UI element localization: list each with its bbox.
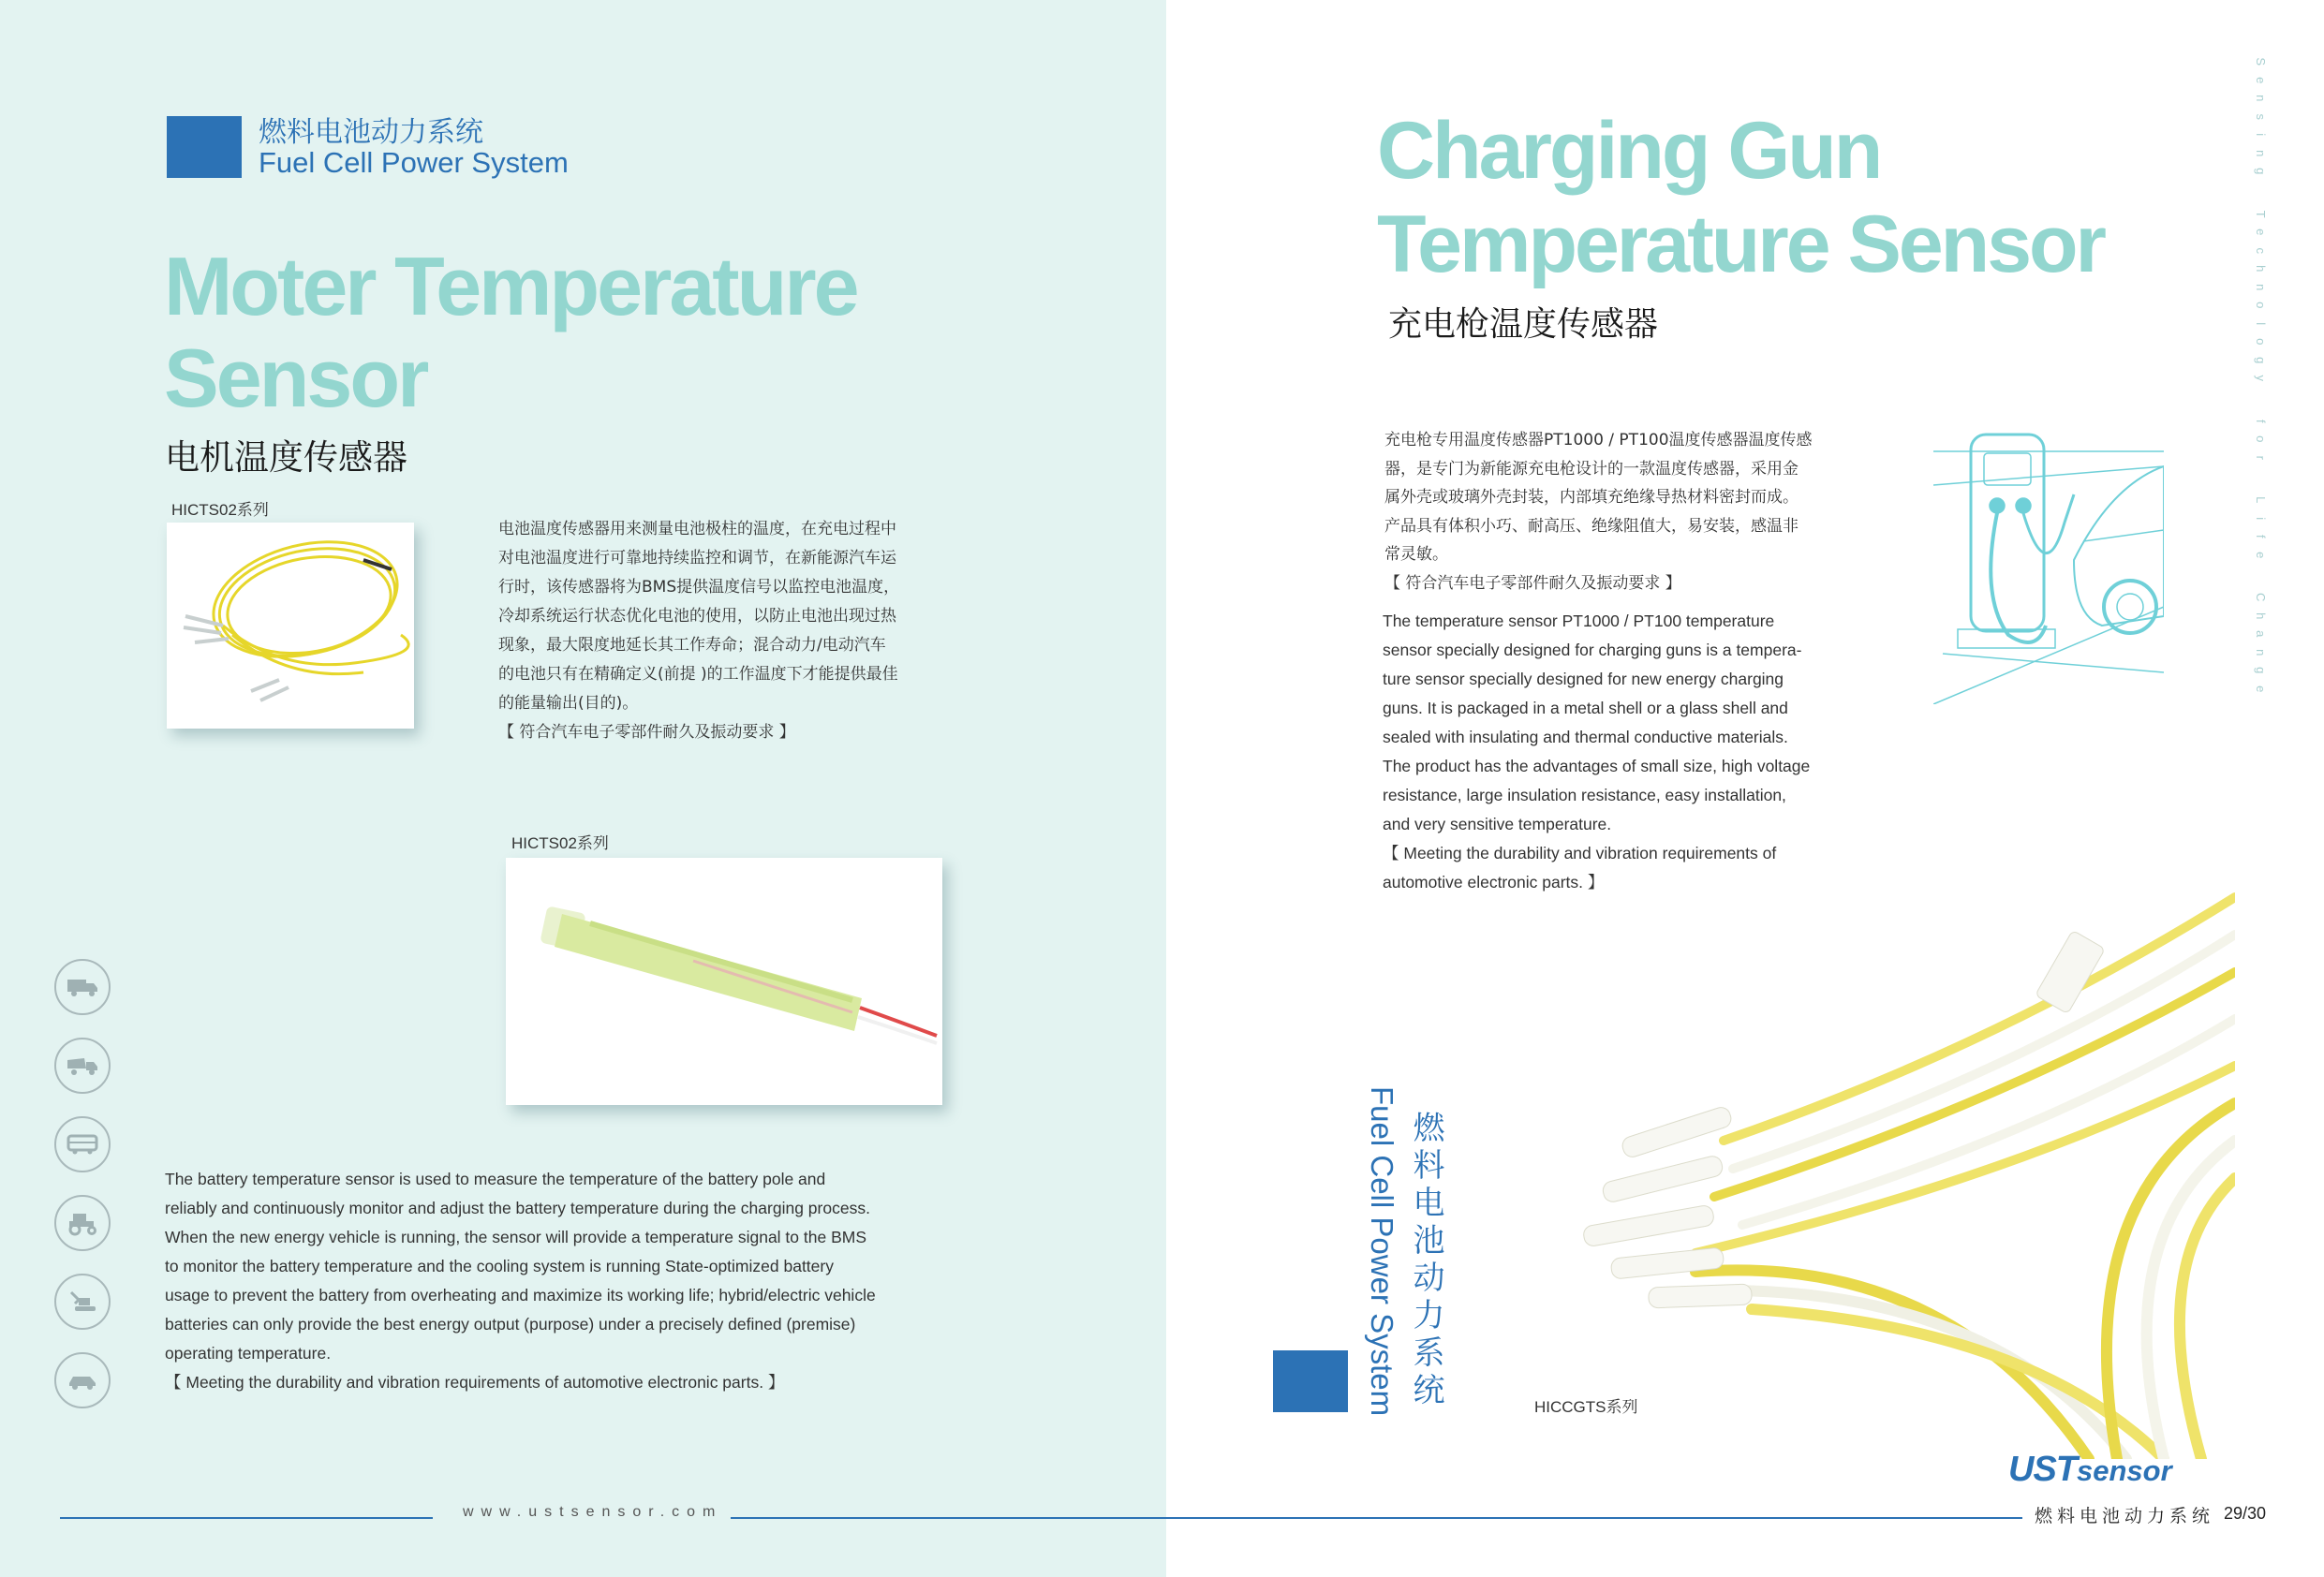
truck-icon <box>54 959 111 1015</box>
vertical-title-en: Fuel Cell Power System <box>1365 1086 1399 1417</box>
motor-title-cn: 电机温度传感器 <box>165 437 407 478</box>
text-line: guns. It is packaged in a metal shell or a glass shell and <box>1383 699 1788 717</box>
footer-line-right <box>1166 1517 2022 1519</box>
text-line: 【 符合汽车电子零部件耐久及振动要求 】 <box>1384 573 1681 593</box>
vertical-title-cn: 燃料电池动力系统 <box>1407 1111 1444 1410</box>
side-tagline-char: a <box>2253 630 2268 638</box>
text-line: sensor specially designed for charging guns is a tempera- <box>1383 641 1802 659</box>
side-tagline-char: i <box>2253 516 2268 520</box>
side-tagline-char: n <box>2253 149 2268 156</box>
side-tagline-char <box>2248 391 2272 409</box>
side-tagline-char: r <box>2253 455 2268 460</box>
side-tagline-char: o <box>2253 302 2268 309</box>
side-tagline-char: g <box>2253 356 2268 363</box>
charging-desc-cn <box>1384 426 1813 597</box>
text-line: ture sensor specially designed for new energy charging <box>1383 670 1784 688</box>
footer-url: www.ustsensor.com <box>463 1504 723 1520</box>
coiled-sensor-photo <box>167 523 414 729</box>
side-tagline-char: y <box>2253 375 2268 381</box>
side-tagline-char: e <box>2253 76 2268 83</box>
side-tagline <box>2251 52 2270 698</box>
side-tagline-char: L <box>2253 496 2268 504</box>
logo-ust: UST <box>2008 1450 2077 1489</box>
side-tagline-char: o <box>2253 435 2268 443</box>
text-line: operating temperature. <box>165 1344 332 1363</box>
side-tagline-char: n <box>2253 283 2268 290</box>
text-line: batteries can only provide the best energy output (purpose) under a precisely defined (premise) <box>165 1315 856 1334</box>
text-line: 冷却系统运行状态优化电池的使用，以防止电池出现过热 <box>498 607 896 626</box>
series-label-3: HICCGTS系列 <box>1534 1398 1638 1416</box>
side-tagline-char: e <box>2253 228 2268 236</box>
text-line: 属外壳或玻璃外壳封装，内部填充绝缘导热材料密封而成。 <box>1384 488 1799 507</box>
side-tagline-char: n <box>2253 648 2268 656</box>
logo-sensor: sensor <box>2077 1454 2172 1487</box>
text-line: The product has the advantages of small size, high voltage <box>1383 757 1811 775</box>
dump-truck-icon <box>54 1038 111 1094</box>
text-line: When the new energy vehicle is running, the sensor will provide a temperature signal to the BMS <box>165 1228 867 1246</box>
side-tagline-char: l <box>2253 321 2268 325</box>
charging-title-line1: Charging Gun <box>1377 106 1881 196</box>
motor-desc-cn <box>498 515 899 747</box>
header-title-en: Fuel Cell Power System <box>259 146 569 179</box>
excavator-icon <box>54 1274 111 1330</box>
charging-desc-en <box>1383 607 1810 897</box>
side-tagline-char: f <box>2253 419 2268 423</box>
side-tagline-char: e <box>2253 685 2268 692</box>
side-tagline-char <box>2248 184 2272 202</box>
text-line: 现象，最大限度地延长其工作寿命；混合动力/电动汽车 <box>498 636 886 655</box>
footer-title-cn: 燃料电池动力系统 <box>2035 1506 2215 1526</box>
side-tagline-char: T <box>2253 210 2268 218</box>
side-tagline-char: o <box>2253 338 2268 346</box>
text-line: 常灵敏。 <box>1384 545 1448 564</box>
text-line: resistance, large insulation resistance, easy installation, <box>1383 786 1786 804</box>
text-line: and very sensitive temperature. <box>1383 815 1612 833</box>
series-label-1: HICTS02系列 <box>171 501 269 519</box>
text-line: reliably and continuously monitor and adjust the battery temperature during the charging process. <box>165 1199 870 1217</box>
side-tagline-char: f <box>2253 534 2268 538</box>
tube-sensor-photo <box>506 858 942 1105</box>
footer-line-left <box>60 1517 433 1519</box>
text-line: 电池温度传感器用来测量电池极柱的温度，在充电过程中 <box>498 520 896 538</box>
text-line: automotive electronic parts. 】 <box>1383 873 1605 892</box>
text-line: to monitor the battery temperature and the cooling system is running State-optimized battery <box>165 1257 834 1275</box>
side-tagline-char: g <box>2253 667 2268 674</box>
text-line: 产品具有体积小巧、耐高压、绝缘阻值大，易安装，感温非 <box>1384 516 1799 536</box>
text-line: 充电枪专用温度传感器PT1000 / PT100温度传感器温度传感 <box>1384 431 1813 450</box>
header-title-cn: 燃料电池动力系统 <box>259 116 483 149</box>
text-line: 【 Meeting the durability and vibration requirements of <box>1383 844 1777 862</box>
motor-title-line1: Moter Temperature <box>164 240 857 332</box>
side-tagline-char: i <box>2253 133 2268 137</box>
charging-title-line2: Temperature Sensor <box>1377 199 2105 289</box>
side-tagline-char: n <box>2253 95 2268 102</box>
side-tagline-char: C <box>2253 593 2268 602</box>
tractor-icon <box>54 1195 111 1251</box>
text-line: 【 符合汽车电子零部件耐久及振动要求 】 <box>498 723 795 742</box>
side-tagline-char: h <box>2253 612 2268 619</box>
text-line: 对电池温度进行可靠地持续监控和调节，在新能源汽车运 <box>498 549 896 567</box>
side-tagline-char: s <box>2253 113 2268 120</box>
motor-desc-en <box>165 1165 876 1397</box>
text-line: usage to prevent the battery from overheating and maximize its working life; hybrid/electric vehicle <box>165 1286 876 1304</box>
side-tagline-char: g <box>2253 168 2268 175</box>
header-square <box>167 116 242 178</box>
text-line: 的能量输出(目的)。 <box>498 694 639 713</box>
charging-sensor-cables-photo <box>1508 860 2235 1459</box>
bus-icon <box>54 1116 111 1172</box>
side-tagline-char: c <box>2253 247 2268 254</box>
series-label-2: HICTS02系列 <box>511 834 609 852</box>
text-line: The battery temperature sensor is used to measure the temperature of the battery pole and <box>165 1170 826 1188</box>
text-line: 器，是专门为新能源充电枪设计的一款温度传感器，采用金 <box>1384 459 1799 479</box>
text-line: 【 Meeting the durability and vibration requirements of automotive electronic parts. 】 <box>165 1373 785 1392</box>
page-number: 29/30 <box>2224 1504 2267 1523</box>
motor-title-line2: Sensor <box>164 332 427 424</box>
side-tagline-char: S <box>2253 57 2268 66</box>
side-tagline-char: h <box>2253 265 2268 273</box>
side-tagline-char <box>2248 567 2272 585</box>
footer-line-mid <box>731 1517 1166 1519</box>
charging-title-cn: 充电枪温度传感器 <box>1388 305 1659 344</box>
vertical-header-square <box>1273 1350 1348 1412</box>
ustsensor-logo <box>2008 1450 2172 1490</box>
text-line: 行时，该传感器将为BMS提供温度信号以监控电池温度， <box>498 578 900 597</box>
charging-station-illustration <box>1933 429 2164 704</box>
side-tagline-char: e <box>2253 551 2268 558</box>
car-icon <box>54 1352 111 1408</box>
text-line: The temperature sensor PT1000 / PT100 temperature <box>1383 612 1775 630</box>
side-tagline-char <box>2248 469 2272 488</box>
text-line: sealed with insulating and thermal conductive materials. <box>1383 728 1788 746</box>
text-line: 的电池只有在精确定义(前提 )的工作温度下才能提供最佳 <box>498 665 898 684</box>
